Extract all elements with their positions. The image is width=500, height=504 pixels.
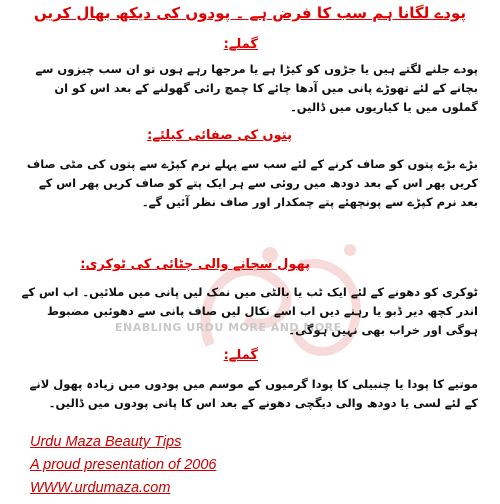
section-heading-basket: پھول سجانے والی چٹائی کی ٹوکری:: [80, 257, 310, 272]
watermark-text: ENABLING URDU MORE AND MORE: [115, 321, 342, 334]
section-heading-pots-2: گملے:: [223, 348, 258, 363]
page-title: پودے لگانا ہم سب کا فرض ہے ۔ پودوں کی دیکھ بھال کریں: [33, 4, 467, 22]
footer-website-link[interactable]: WWW.urdumaza.com: [30, 480, 171, 496]
footer-line-2: A proud presentation of 2006: [30, 457, 217, 473]
section-body-leaf-cleaning: بڑے بڑے پتوں کو صاف کرنے کے لئے سب سے پہلے نرم کپڑے سے پتوں کی مٹی صاف کریں پھر اس کے بعد دودھ میں روئی سے ہر ایک پتے کو صاف کریں پھر اس کے بعد نرم کپڑے سے پونچھئے پتے چمکدار اور صاف نظر آئیں گے۔: [26, 157, 478, 209]
section-body-pots-2: موتیے کا پودا یا چنبیلی کا پودا گرمیوں کے موسم میں پودوں میں زیادہ پھول لانے کے لئے لسی یا دودھ والی دیگچی دھونے کے بعد اس کا پانی پودوں میں ڈالیں۔: [29, 377, 478, 410]
footer-line-1: Urdu Maza Beauty Tips: [30, 434, 182, 450]
section-body-pots: پودے جلنے لگتے ہیں یا جڑوں کو کیڑا ہے یا مرجھا رہے ہوں تو ان سب چیزوں سے بچانے کے لئے تھوڑے پانی میں آدھا چائے کا چمچ رائی گھولنے کے بعد اس کو ان گملوں میں یا کیاریوں میں ڈالیں۔: [35, 62, 478, 114]
section-heading-pots: گملے:: [223, 37, 258, 52]
section-heading-leaf-cleaning: پتوں کی صفائی کیلئے:: [147, 128, 292, 143]
section-body-basket: ٹوکری کو دھونے کے لئے ایک ٹب یا بالٹی میں نمک لیں پانی میں ملائیں۔ اب اس کے اندر کچھ دیر ڈبو یا رہنے دیں اب اسے نکال لیں صاف پانی سے دھوئیں مضبوط ہوگی اور خراب بھی نہیں ہوگی۔: [21, 285, 478, 337]
